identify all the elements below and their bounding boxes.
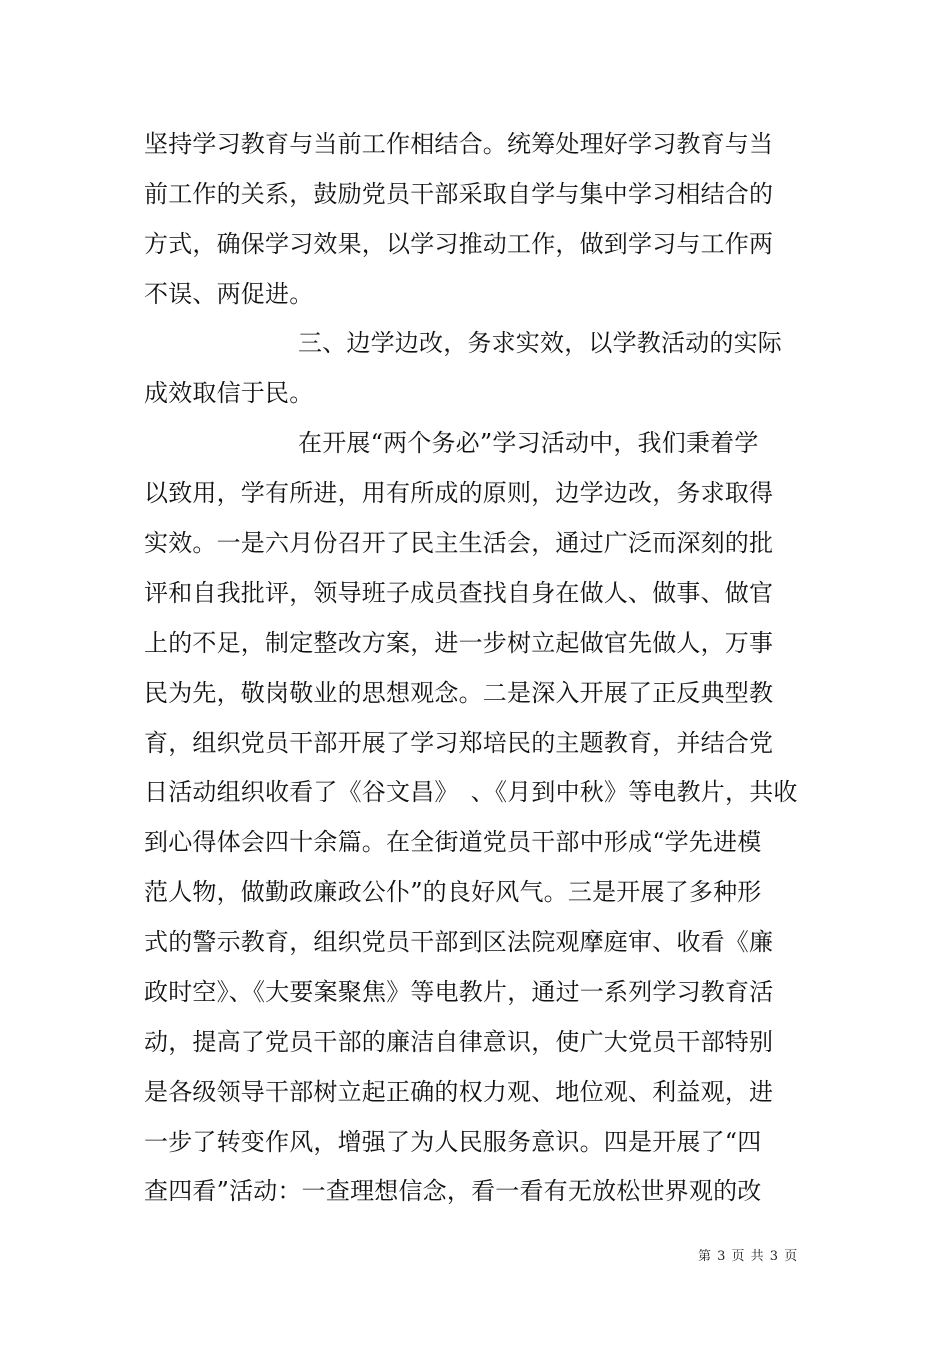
text-line: 实效。一是六月份召开了民主生活会，通过广泛而深刻的批: [144, 529, 774, 557]
page-number: 第 3 页 共 3 页: [698, 1249, 799, 1264]
section-heading: 三、边学边改，务求实效，以学教活动的实际: [298, 329, 782, 357]
paragraph-start: 在开展“两个务必”学习活动中，我们秉着学: [298, 429, 759, 457]
text-line: 查四看”活动：一查理想信念，看一看有无放松世界观的改: [144, 1177, 762, 1205]
text-line: 一步了转变作风，增强了为人民服务意识。四是开展了“四: [144, 1128, 762, 1156]
section-heading-continued: 成效取信于民。: [144, 379, 314, 407]
text-line: 范人物，做勤政廉政公仆”的良好风气。三是开展了多种形: [144, 878, 762, 906]
text-line: 民为先，敬岗敬业的思想观念。二是深入开展了正反典型教: [144, 679, 774, 707]
text-line: 是各级领导干部树立起正确的权力观、地位观、利益观，进: [144, 1078, 774, 1106]
text-line: 不误、两促进。: [144, 280, 314, 308]
text-line: 育，组织党员干部开展了学习郑培民的主题教育，并结合党: [144, 729, 774, 757]
text-line: 到心得体会四十余篇。在全街道党员干部中形成“学先进模: [144, 828, 762, 856]
text-line: 政时空》、《大要案聚焦》等电教片，通过一系列学习教育活: [144, 978, 774, 1006]
text-line: 动，提高了党员干部的廉洁自律意识，使广大党员干部特别: [144, 1028, 774, 1056]
text-line: 式的警示教育，组织党员干部到区法院观摩庭审、收看《廉: [144, 928, 774, 956]
text-line: 上的不足，制定整改方案，进一步树立起做官先做人，万事: [144, 629, 774, 657]
text-line: 坚持学习教育与当前工作相结合。统筹处理好学习教育与当: [144, 130, 774, 158]
text-line: 方式，确保学习效果，以学习推动工作，做到学习与工作两: [144, 230, 774, 258]
text-line: 日活动组织收看了《谷文昌》 、《月到中秋》等电教片，共收: [144, 778, 798, 806]
text-line: 前工作的关系，鼓励党员干部采取自学与集中学习相结合的: [144, 180, 774, 208]
text-line: 以致用，学有所进，用有所成的原则，边学边改，务求取得: [144, 479, 774, 507]
text-line: 评和自我批评，领导班子成员查找自身在做人、做事、做官: [144, 579, 774, 607]
